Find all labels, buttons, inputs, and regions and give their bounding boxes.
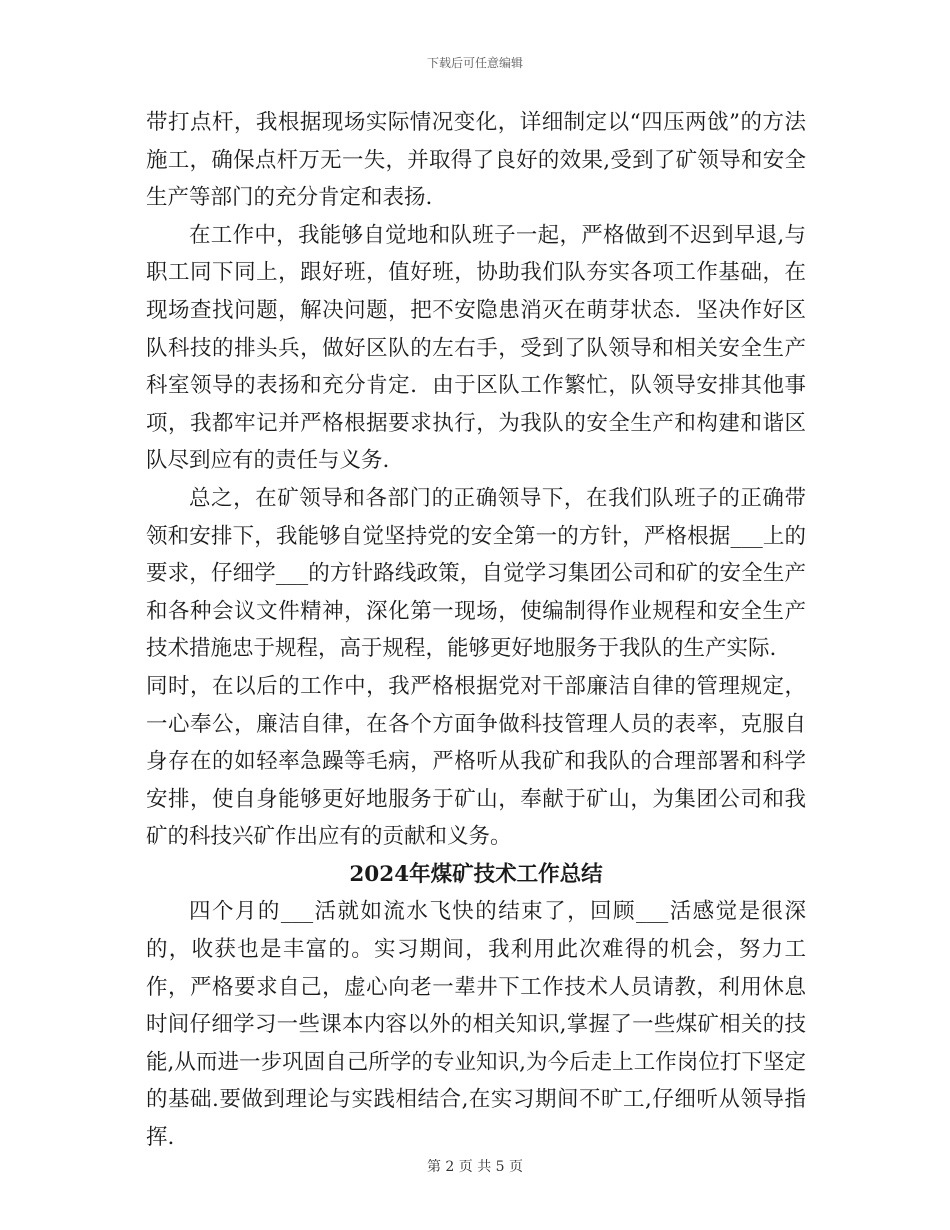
paragraph-work: 在工作中，我能够自觉地和队班子一起，严格做到不迟到早退,与职工同下同上，跟好班，值好班，协助我们队夯实各项工作基础，在现场查找问题，解决问题，把不安隐患消灭在萌芽状态．坚决作好区队科技的排头兵，做好区队的左右手，受到了队领导和相关安全生产科室领导的表扬和充分肯定．由于区队工作繁忙，队领导安排其他事项，我都牢记并严格根据要求执行，为我队的安全生产和构建和谐区队尽到应有的责任与义务. (146, 222, 806, 474)
page-header: 下载后可任意编辑 (426, 56, 523, 70)
page-footer: 第 2 页 共 5 页 (426, 1159, 524, 1175)
paragraph-commitment: 同时，在以后的工作中，我严格根据党对干部廉洁自律的管理规定，一心奉公，廉洁自律，在各个方面争做科技管理人员的表率，克服自身存在的如轻率急躁等毛病，严格听从我矿和我队的合理部署和科学安排，使自身能够更好地服务于矿山，奉献于矿山，为集团公司和我矿的科技兴矿作出应有的贡献和义务。 (146, 673, 806, 850)
section-title: 2024年煤矿技术工作总结 (349, 861, 603, 887)
document-body (146, 104, 806, 1157)
paragraph-summary: 总之，在矿领导和各部门的正确领导下，在我们队班子的正确带领和安排下，我能够自觉坚持党的安全第一的方针，严格根据___上的要求，仔细学___的方针路线政策，自觉学习集团公司和矿的安全生产和各种会议文件精神，深化第一现场，使编制得作业规程和安全生产技术措施忠于规程，高于规程，能够更好地服务于我队的生产实际. (146, 485, 806, 662)
paragraph-internship: 四个月的___活就如流水飞快的结束了，回顾___活感觉是很深的，收获也是丰富的。实习期间，我利用此次难得的机会，努力工作，严格要求自己，虚心向老一辈井下工作技术人员请教，利用休息时间仔细学习一些课本内容以外的相关知识,掌握了一些煤矿相关的技能,从而进一步巩固自己所学的专业知识,为今后走上工作岗位打下坚定的基础.要做到理论与实践相结合,在实习期间不旷工,仔细听从领导指挥. (146, 899, 806, 1151)
paragraph-continuation: 带打点杆，我根据现场实际情况变化，详细制定以“四压两戗”的方法施工，确保点杆万无一失，并取得了良好的效果,受到了矿领导和安全生产等部门的充分肯定和表扬. (146, 110, 806, 211)
